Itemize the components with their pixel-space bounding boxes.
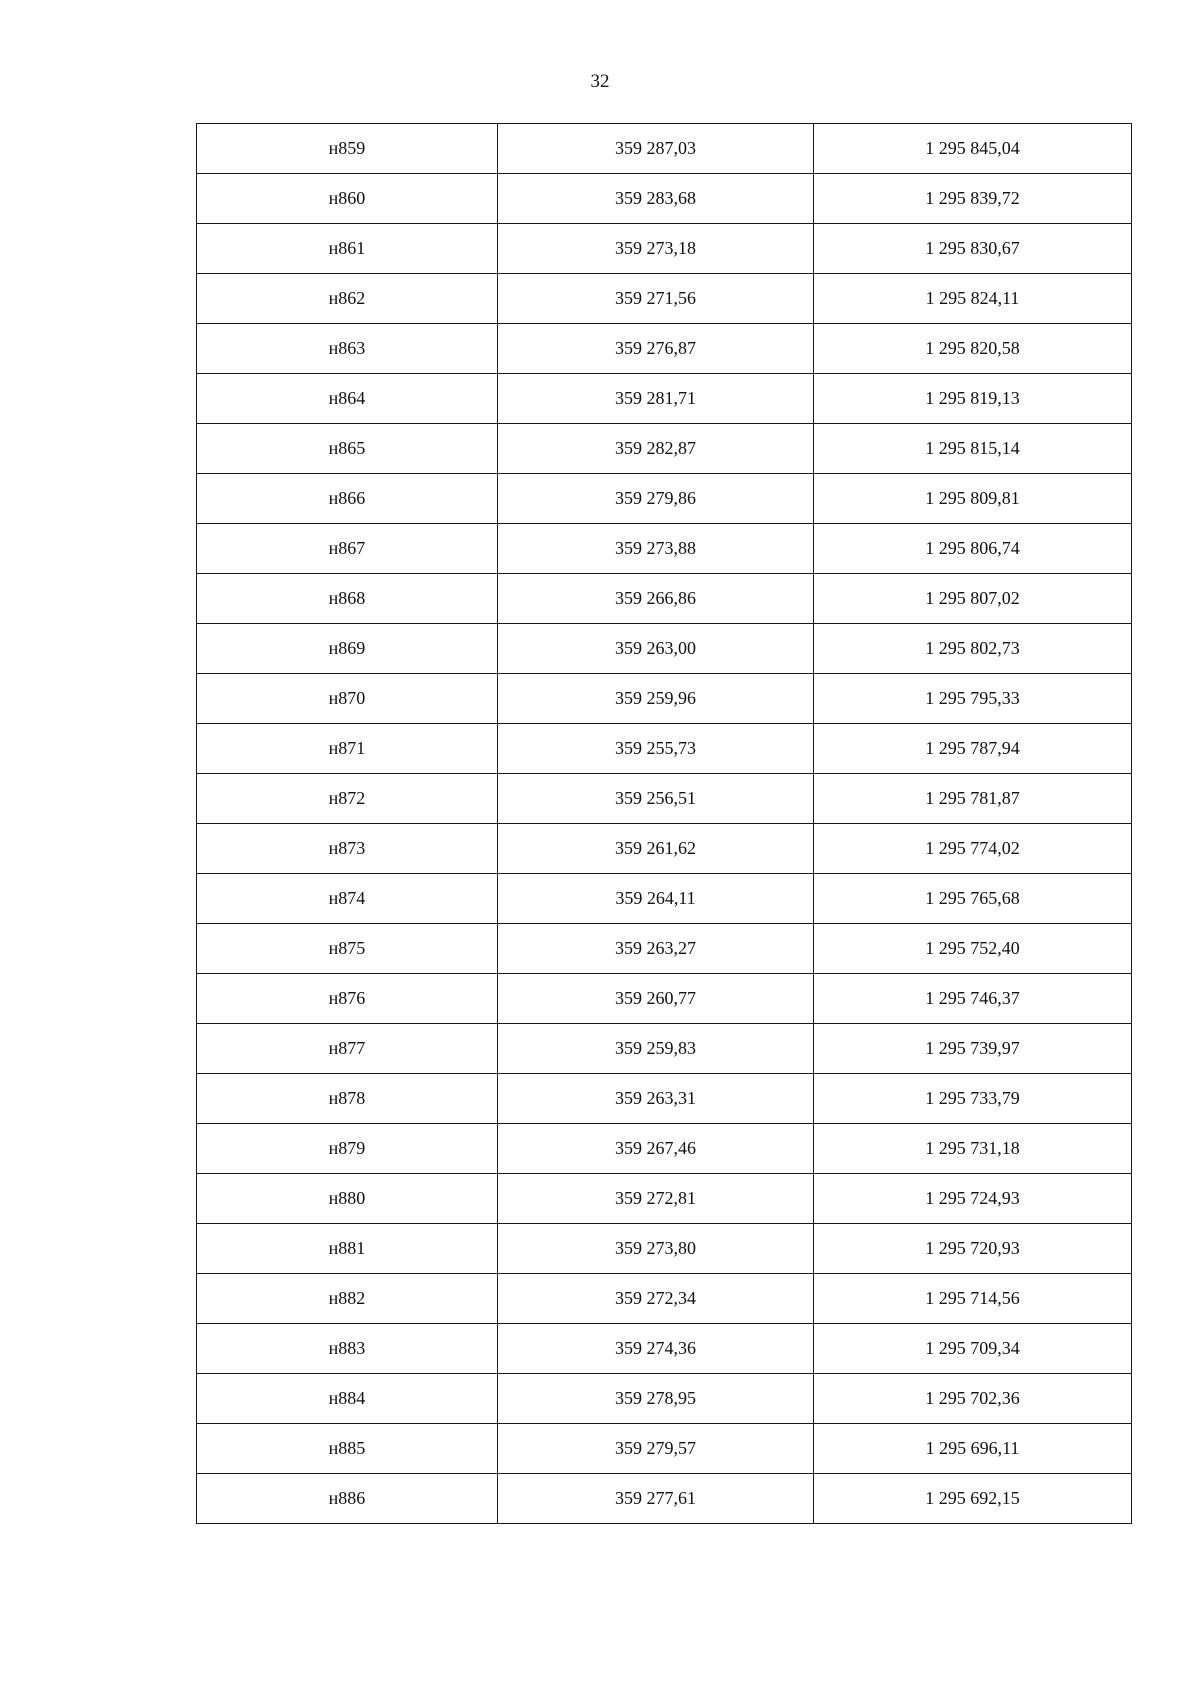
y-coordinate-cell: 1 295 720,93 — [814, 1224, 1132, 1274]
y-coordinate-cell: 1 295 806,74 — [814, 524, 1132, 574]
point-id-cell: н868 — [197, 574, 498, 624]
y-coordinate-cell: 1 295 692,15 — [814, 1474, 1132, 1524]
y-coordinate-cell: 1 295 739,97 — [814, 1024, 1132, 1074]
y-coordinate-cell: 1 295 824,11 — [814, 274, 1132, 324]
x-coordinate-cell: 359 279,86 — [498, 474, 814, 524]
table-row — [197, 574, 1132, 624]
y-coordinate-cell: 1 295 709,34 — [814, 1324, 1132, 1374]
table-row — [197, 1074, 1132, 1124]
x-coordinate-cell: 359 259,83 — [498, 1024, 814, 1074]
y-coordinate-cell: 1 295 802,73 — [814, 624, 1132, 674]
table-row — [197, 324, 1132, 374]
coordinates-table — [196, 123, 1132, 1524]
x-coordinate-cell: 359 273,88 — [498, 524, 814, 574]
point-id-cell: н872 — [197, 774, 498, 824]
x-coordinate-cell: 359 278,95 — [498, 1374, 814, 1424]
table-row — [197, 374, 1132, 424]
point-id-cell: н874 — [197, 874, 498, 924]
x-coordinate-cell: 359 281,71 — [498, 374, 814, 424]
x-coordinate-cell: 359 283,68 — [498, 174, 814, 224]
x-coordinate-cell: 359 263,00 — [498, 624, 814, 674]
x-coordinate-cell: 359 287,03 — [498, 124, 814, 174]
y-coordinate-cell: 1 295 820,58 — [814, 324, 1132, 374]
point-id-cell: н886 — [197, 1474, 498, 1524]
x-coordinate-cell: 359 255,73 — [498, 724, 814, 774]
x-coordinate-cell: 359 273,80 — [498, 1224, 814, 1274]
point-id-cell: н883 — [197, 1324, 498, 1374]
x-coordinate-cell: 359 272,81 — [498, 1174, 814, 1224]
x-coordinate-cell: 359 271,56 — [498, 274, 814, 324]
table-row — [197, 674, 1132, 724]
table-row — [197, 624, 1132, 674]
x-coordinate-cell: 359 267,46 — [498, 1124, 814, 1174]
y-coordinate-cell: 1 295 809,81 — [814, 474, 1132, 524]
table-row — [197, 1174, 1132, 1224]
point-id-cell: н864 — [197, 374, 498, 424]
y-coordinate-cell: 1 295 731,18 — [814, 1124, 1132, 1174]
table-row — [197, 1224, 1132, 1274]
y-coordinate-cell: 1 295 781,87 — [814, 774, 1132, 824]
point-id-cell: н878 — [197, 1074, 498, 1124]
x-coordinate-cell: 359 279,57 — [498, 1424, 814, 1474]
table-row — [197, 924, 1132, 974]
point-id-cell: н881 — [197, 1224, 498, 1274]
y-coordinate-cell: 1 295 830,67 — [814, 224, 1132, 274]
x-coordinate-cell: 359 274,36 — [498, 1324, 814, 1374]
x-coordinate-cell: 359 273,18 — [498, 224, 814, 274]
table-row — [197, 474, 1132, 524]
table-row — [197, 874, 1132, 924]
point-id-cell: н866 — [197, 474, 498, 524]
y-coordinate-cell: 1 295 774,02 — [814, 824, 1132, 874]
x-coordinate-cell: 359 277,61 — [498, 1474, 814, 1524]
y-coordinate-cell: 1 295 795,33 — [814, 674, 1132, 724]
y-coordinate-cell: 1 295 839,72 — [814, 174, 1132, 224]
y-coordinate-cell: 1 295 819,13 — [814, 374, 1132, 424]
table-row — [197, 724, 1132, 774]
point-id-cell: н875 — [197, 924, 498, 974]
point-id-cell: н884 — [197, 1374, 498, 1424]
y-coordinate-cell: 1 295 702,36 — [814, 1374, 1132, 1424]
table-row — [197, 1474, 1132, 1524]
point-id-cell: н869 — [197, 624, 498, 674]
x-coordinate-cell: 359 266,86 — [498, 574, 814, 624]
table-row — [197, 974, 1132, 1024]
y-coordinate-cell: 1 295 746,37 — [814, 974, 1132, 1024]
y-coordinate-cell: 1 295 807,02 — [814, 574, 1132, 624]
y-coordinate-cell: 1 295 845,04 — [814, 124, 1132, 174]
y-coordinate-cell: 1 295 787,94 — [814, 724, 1132, 774]
table-row — [197, 774, 1132, 824]
x-coordinate-cell: 359 282,87 — [498, 424, 814, 474]
x-coordinate-cell: 359 261,62 — [498, 824, 814, 874]
coordinates-table-body — [197, 124, 1132, 1524]
y-coordinate-cell: 1 295 724,93 — [814, 1174, 1132, 1224]
table-row — [197, 1124, 1132, 1174]
table-row — [197, 524, 1132, 574]
point-id-cell: н873 — [197, 824, 498, 874]
point-id-cell: н879 — [197, 1124, 498, 1174]
point-id-cell: н871 — [197, 724, 498, 774]
point-id-cell: н865 — [197, 424, 498, 474]
table-row — [197, 824, 1132, 874]
x-coordinate-cell: 359 256,51 — [498, 774, 814, 824]
point-id-cell: н867 — [197, 524, 498, 574]
x-coordinate-cell: 359 263,31 — [498, 1074, 814, 1124]
x-coordinate-cell: 359 263,27 — [498, 924, 814, 974]
point-id-cell: н863 — [197, 324, 498, 374]
table-row — [197, 174, 1132, 224]
table-row — [197, 274, 1132, 324]
table-row — [197, 1374, 1132, 1424]
y-coordinate-cell: 1 295 765,68 — [814, 874, 1132, 924]
y-coordinate-cell: 1 295 733,79 — [814, 1074, 1132, 1124]
point-id-cell: н880 — [197, 1174, 498, 1224]
table-row — [197, 224, 1132, 274]
point-id-cell: н882 — [197, 1274, 498, 1324]
point-id-cell: н861 — [197, 224, 498, 274]
y-coordinate-cell: 1 295 815,14 — [814, 424, 1132, 474]
table-row — [197, 1024, 1132, 1074]
table-row — [197, 1324, 1132, 1374]
y-coordinate-cell: 1 295 752,40 — [814, 924, 1132, 974]
x-coordinate-cell: 359 276,87 — [498, 324, 814, 374]
table-row — [197, 124, 1132, 174]
point-id-cell: н885 — [197, 1424, 498, 1474]
table-row — [197, 1424, 1132, 1474]
y-coordinate-cell: 1 295 714,56 — [814, 1274, 1132, 1324]
x-coordinate-cell: 359 259,96 — [498, 674, 814, 724]
x-coordinate-cell: 359 272,34 — [498, 1274, 814, 1324]
x-coordinate-cell: 359 260,77 — [498, 974, 814, 1024]
table-row — [197, 424, 1132, 474]
point-id-cell: н859 — [197, 124, 498, 174]
point-id-cell: н860 — [197, 174, 498, 224]
table-row — [197, 1274, 1132, 1324]
page-number: 32 — [590, 71, 610, 92]
y-coordinate-cell: 1 295 696,11 — [814, 1424, 1132, 1474]
point-id-cell: н862 — [197, 274, 498, 324]
point-id-cell: н876 — [197, 974, 498, 1024]
point-id-cell: н877 — [197, 1024, 498, 1074]
x-coordinate-cell: 359 264,11 — [498, 874, 814, 924]
point-id-cell: н870 — [197, 674, 498, 724]
